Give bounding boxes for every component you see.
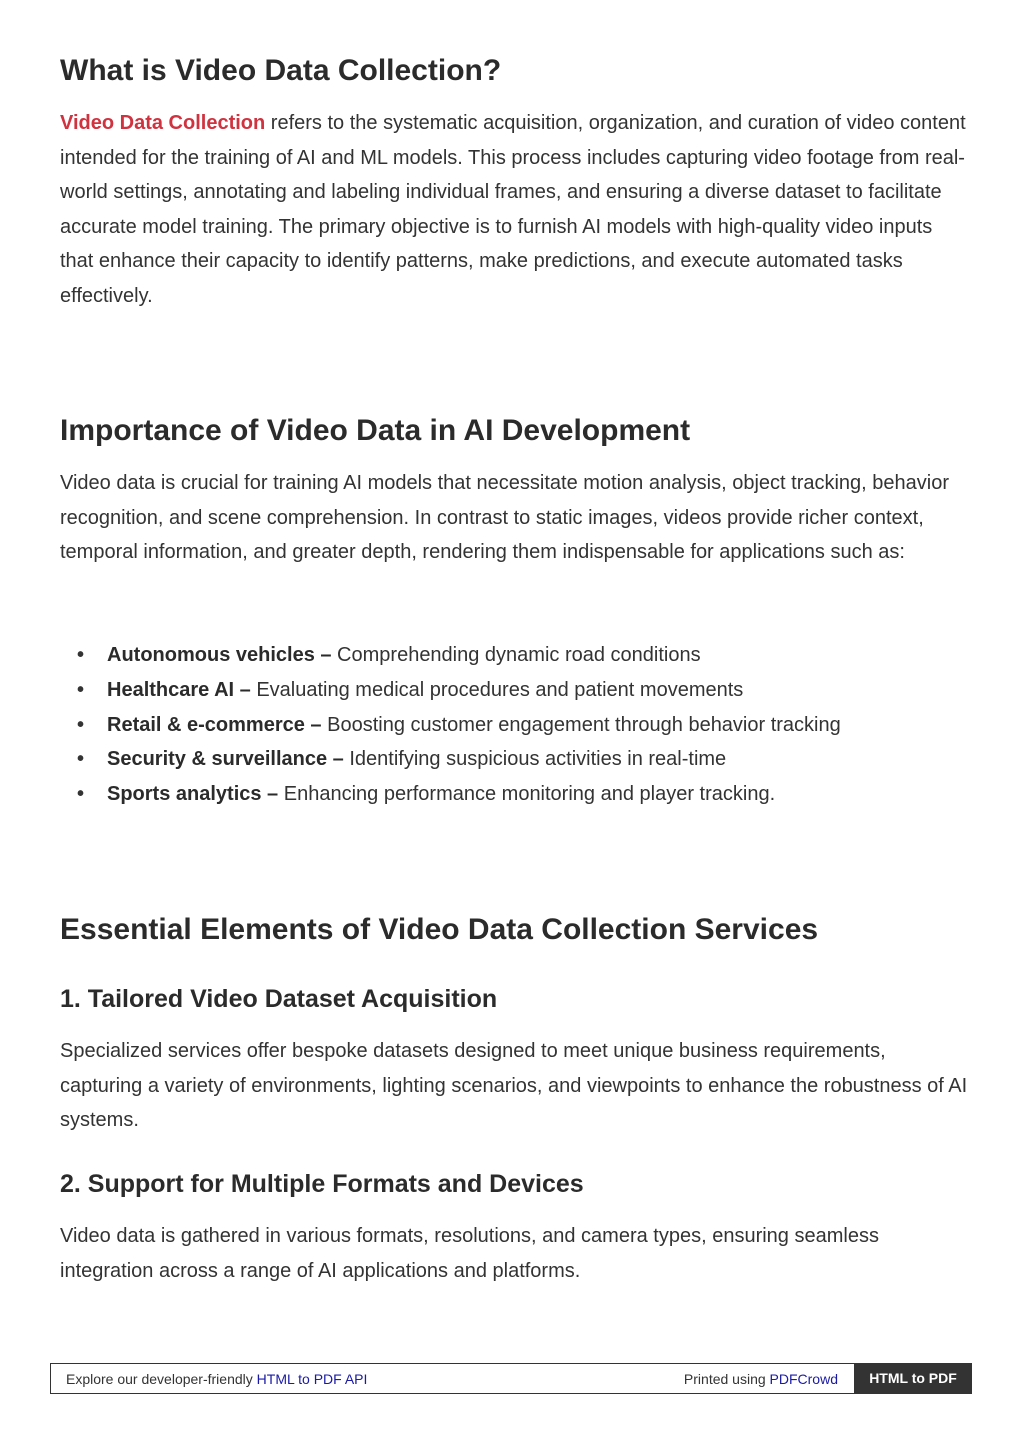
list-item (60, 742, 970, 777)
bullet-icon: • (77, 713, 85, 736)
list-item-term: Sports analytics – (107, 783, 279, 806)
paragraph-what-is (60, 106, 970, 314)
heading-what-is-video-data-collection: What is Video Data Collection? (60, 54, 502, 87)
list-item (60, 673, 970, 708)
list-item-desc: Boosting customer engagement through behavior tracking (321, 713, 841, 736)
paragraph-importance: Video data is crucial for training AI models that necessitate motion analysis, object tracking, behavior recognition, and scene comprehension. In contrast to static images, videos provide richer context, temporal information, and greater depth, rendering them indispensable for applications such as: (60, 472, 949, 564)
paragraph-tailored-acquisition: Specialized services offer bespoke datasets designed to meet unique business requirements, capturing a variety of environments, lighting scenarios, and viewpoints to enhance the robustness of AI systems. (60, 1040, 968, 1132)
applications-list (60, 638, 970, 812)
bullet-icon: • (77, 748, 85, 771)
list-item-term: Retail & e-commerce – (107, 713, 322, 736)
list-item-desc: Identifying suspicious activities in real-time (343, 748, 727, 771)
highlight-term: Video Data Collection (60, 112, 266, 134)
footer-left-text: Explore our developer-friendly (66, 1371, 257, 1387)
list-item (60, 638, 970, 673)
list-item-term: Security & surveillance – (107, 748, 344, 771)
list-item-term: Autonomous vehicles – (107, 644, 332, 666)
pdfcrowd-link[interactable]: PDFCrowd (769, 1371, 838, 1387)
subheading-tailored-acquisition: 1. Tailored Video Dataset Acquisition (60, 985, 498, 1013)
list-item-desc: Enhancing performance monitoring and player tracking. (278, 783, 776, 806)
bullet-icon: • (77, 783, 85, 806)
list-item-term: Healthcare AI – (107, 678, 251, 701)
footer-right (684, 1364, 838, 1394)
subheading-multiple-formats: 2. Support for Multiple Formats and Devices (60, 1170, 584, 1198)
list-item-desc: Comprehending dynamic road conditions (331, 644, 701, 666)
footer-left (66, 1364, 367, 1394)
html-to-pdf-api-link[interactable]: HTML to PDF API (256, 1371, 368, 1387)
bullet-icon: • (77, 678, 85, 701)
bullet-icon: • (77, 644, 85, 666)
paragraph-multiple-formats: Video data is gathered in various formats, resolutions, and camera types, ensuring seamless integration across a range of AI applications and platforms. (60, 1225, 879, 1282)
list-item-desc: Evaluating medical procedures and patient movements (250, 678, 744, 701)
pdfcrowd-footer (50, 1363, 972, 1394)
heading-importance: Importance of Video Data in AI Development (60, 414, 691, 447)
list-item (60, 777, 970, 812)
html-to-pdf-button[interactable]: HTML to PDF (854, 1363, 972, 1394)
heading-essential-elements: Essential Elements of Video Data Collection Services (60, 913, 819, 946)
paragraph-what-is-text: refers to the systematic acquisition, organization, and curation of video content intended for the training of AI and ML models. This process includes capturing video footage from real-world settings, annotating and labeling individual frames, and ensuring a diverse dataset to facilitate accurate model training. The primary objective is to furnish AI models with high-quality video inputs that enhance their capacity to identify patterns, make predictions, and execute automated tasks effectively. (60, 112, 966, 307)
footer-right-text: Printed using (683, 1371, 770, 1387)
list-item (60, 708, 970, 743)
